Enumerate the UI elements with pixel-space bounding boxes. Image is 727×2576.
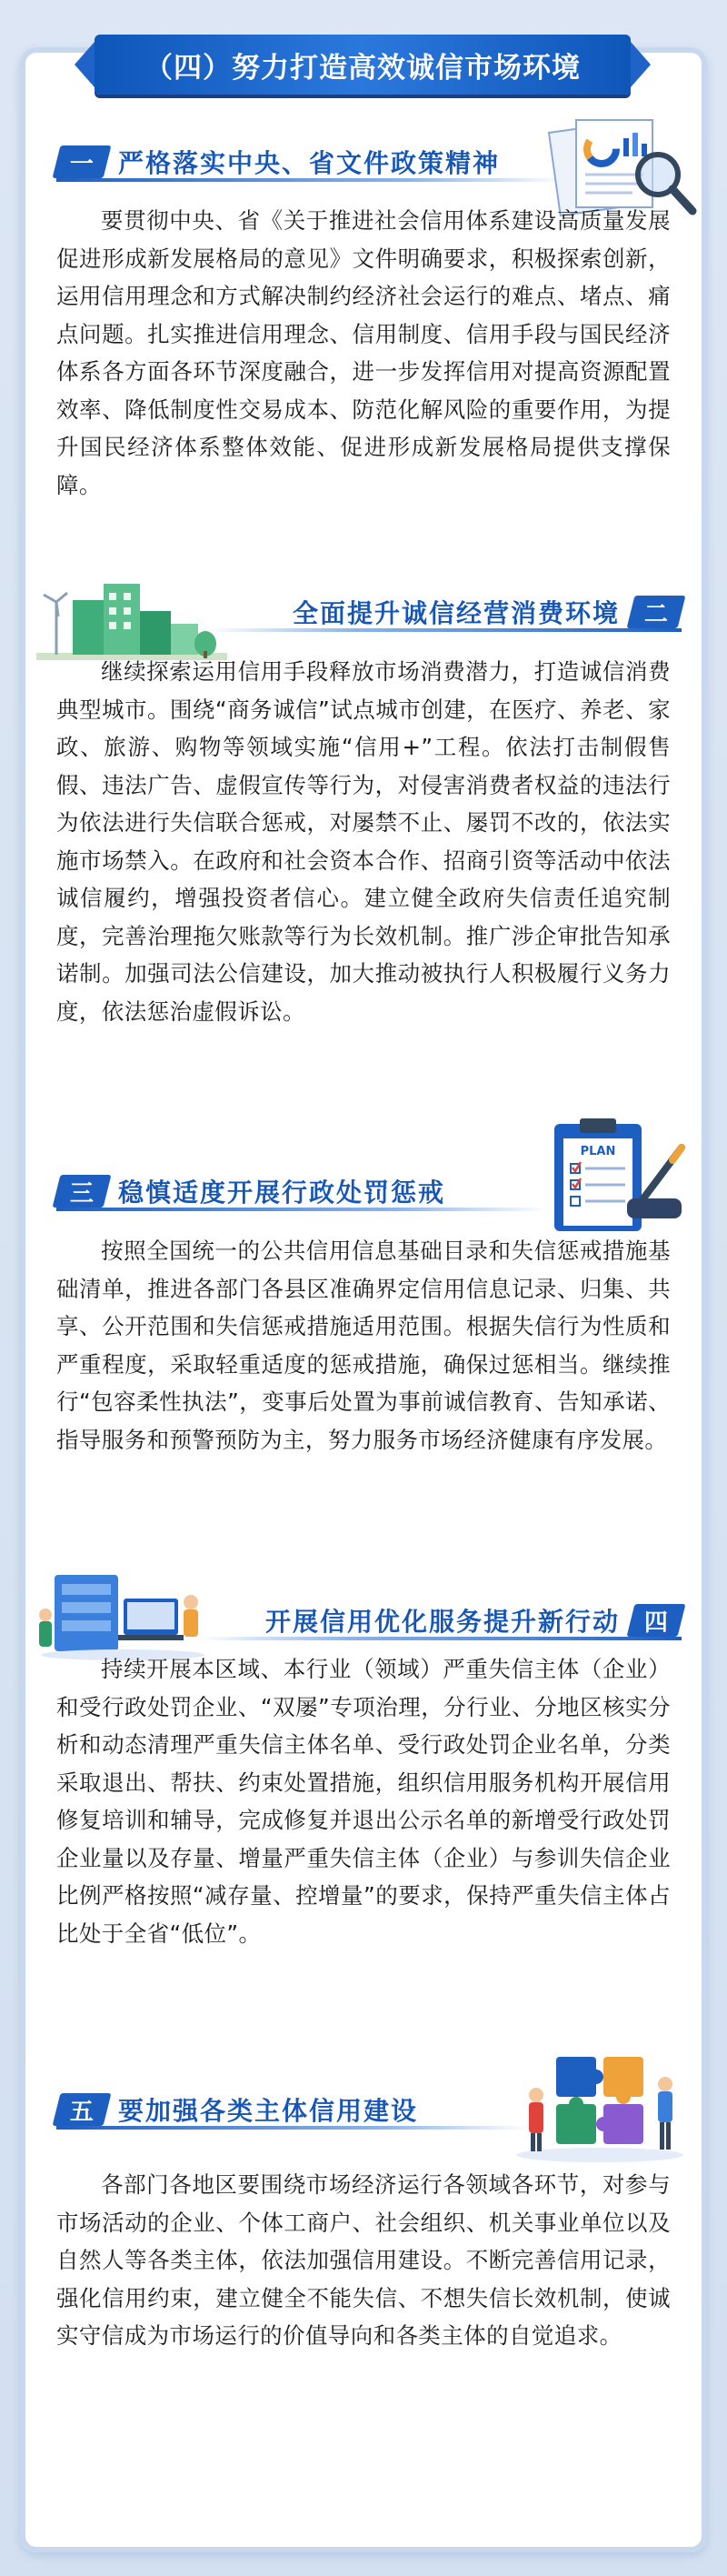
section-heading-4 bbox=[200, 1595, 682, 1646]
section-number-badge: 二 bbox=[627, 596, 686, 628]
heading-underline bbox=[56, 178, 565, 182]
section-title: 稳慎适度开展行政处罚惩戒 bbox=[118, 1178, 446, 1208]
section-heading-1 bbox=[56, 136, 565, 187]
puzzle-people-icon bbox=[509, 2030, 691, 2166]
section-heading-2 bbox=[209, 586, 682, 637]
section-title: 开展信用优化服务提升新行动 bbox=[264, 1607, 620, 1637]
page-title: （四）努力打造高效诚信市场环境 bbox=[144, 51, 581, 85]
section-body-1: 要贯彻中央、省《关于推进社会信用体系建设高质量发展促进形成新发展格局的意见》文件明确要求，积极探索创新，运用信用理念和方式解决制约经济社会运行的难点、堵点、痛点问题。扎实推进信用理念、信用制度、信用手段与国民经济体系各方面各环节深度融合，进一步发挥信用对提高资源配置效率、降低制度性交易成本、防范化解风险的重要作用，为提升国民经济体系整体效能、促进形成新发展格局提供支撑保障。 bbox=[56, 207, 671, 498]
section-number-badge: 四 bbox=[627, 1604, 686, 1637]
section-title: 严格落实中央、省文件政策精神 bbox=[118, 148, 501, 178]
section-body-2: 继续探索运用信用手段释放市场消费潜力，打造诚信消费典型城市。围绕“商务诚信”试点城市创建，在医疗、养老、家政、旅游、购物等领域实施“信用+”工程。依法打击制假售假、违法广告、虚假宣传等行为，对侵害消费者权益的违法行为依法进行失信联合惩戒，对屡禁不止、屡罚不改的，依法实施市场禁入。在政府和社会资本合作、招商引资等活动中依法诚信履约，增强投资者信心。建立健全政府失信责任追究制度，完善治理拖欠账款等行为长效机制。推广涉企审批告知承诺制。加强司法公信建设，加大推动被执行人积极履行义务力度，依法惩治虚假诉讼。 bbox=[56, 658, 671, 1025]
heading-underline bbox=[200, 1637, 682, 1640]
section-title: 全面提升诚信经营消费环境 bbox=[292, 598, 620, 628]
section-body-3: 按照全国统一的公共信用信息基础目录和失信惩戒措施基础清单，推进各部门各县区准确界定信用信息记录、归集、共享、公开范围和失信惩戒措施适用范围。根据失信行为性质和严重程度，采取轻重适度的惩戒措施，确保过惩相当。继续推行“包容柔性执法”，变事后处置为事前诚信教育、告知承诺、指导服务和预警预防为主，努力服务市场经济健康有序发展。 bbox=[56, 1238, 671, 1453]
plan-clipboard-icon bbox=[536, 1111, 700, 1238]
section-body-5: 各部门各地区要围绕市场经济运行各领域各环节，对参与市场活动的企业、个体工商户、社会组织、机关事业单位以及自然人等各类主体，依法加强信用建设。不断完善信用记录，强化信用约束，建立健全不能失信、不想失信长效机制，使诚实守信成为市场运行的价值导向和各类主体的自觉追求。 bbox=[56, 2171, 671, 2349]
section-heading-3 bbox=[56, 1166, 547, 1217]
section-number-badge: 五 bbox=[53, 2093, 112, 2126]
heading-underline bbox=[209, 628, 682, 632]
heading-underline bbox=[56, 2126, 529, 2130]
section-heading-5 bbox=[56, 2084, 529, 2135]
heading-underline bbox=[56, 1208, 547, 1211]
section-number-badge: 一 bbox=[53, 145, 112, 178]
section-number-badge: 三 bbox=[53, 1175, 112, 1208]
section-body-4: 持续开展本区域、本行业（领域）严重失信主体（企业）和受行政处罚企业、“双屡”专项治理，分行业、分地区核实分析和动态清理严重失信主体名单、受行政处罚企业名单，分类采取退出、帮扶、约束处置措施，组织信用服务机构开展信用修复培训和辅导，完成修复并退出公示名单的新增受行政处罚企业量以及存量、增量严重失信主体（企业）与参训失信企业比例严格按照“减存量、控增量”的要求，保持严重失信主体占比处于全省“低位”。 bbox=[56, 1656, 671, 1947]
title-banner bbox=[95, 35, 631, 95]
plan-label: PLAN bbox=[580, 1145, 616, 1158]
section-title: 要加强各类主体信用建设 bbox=[118, 2096, 419, 2126]
